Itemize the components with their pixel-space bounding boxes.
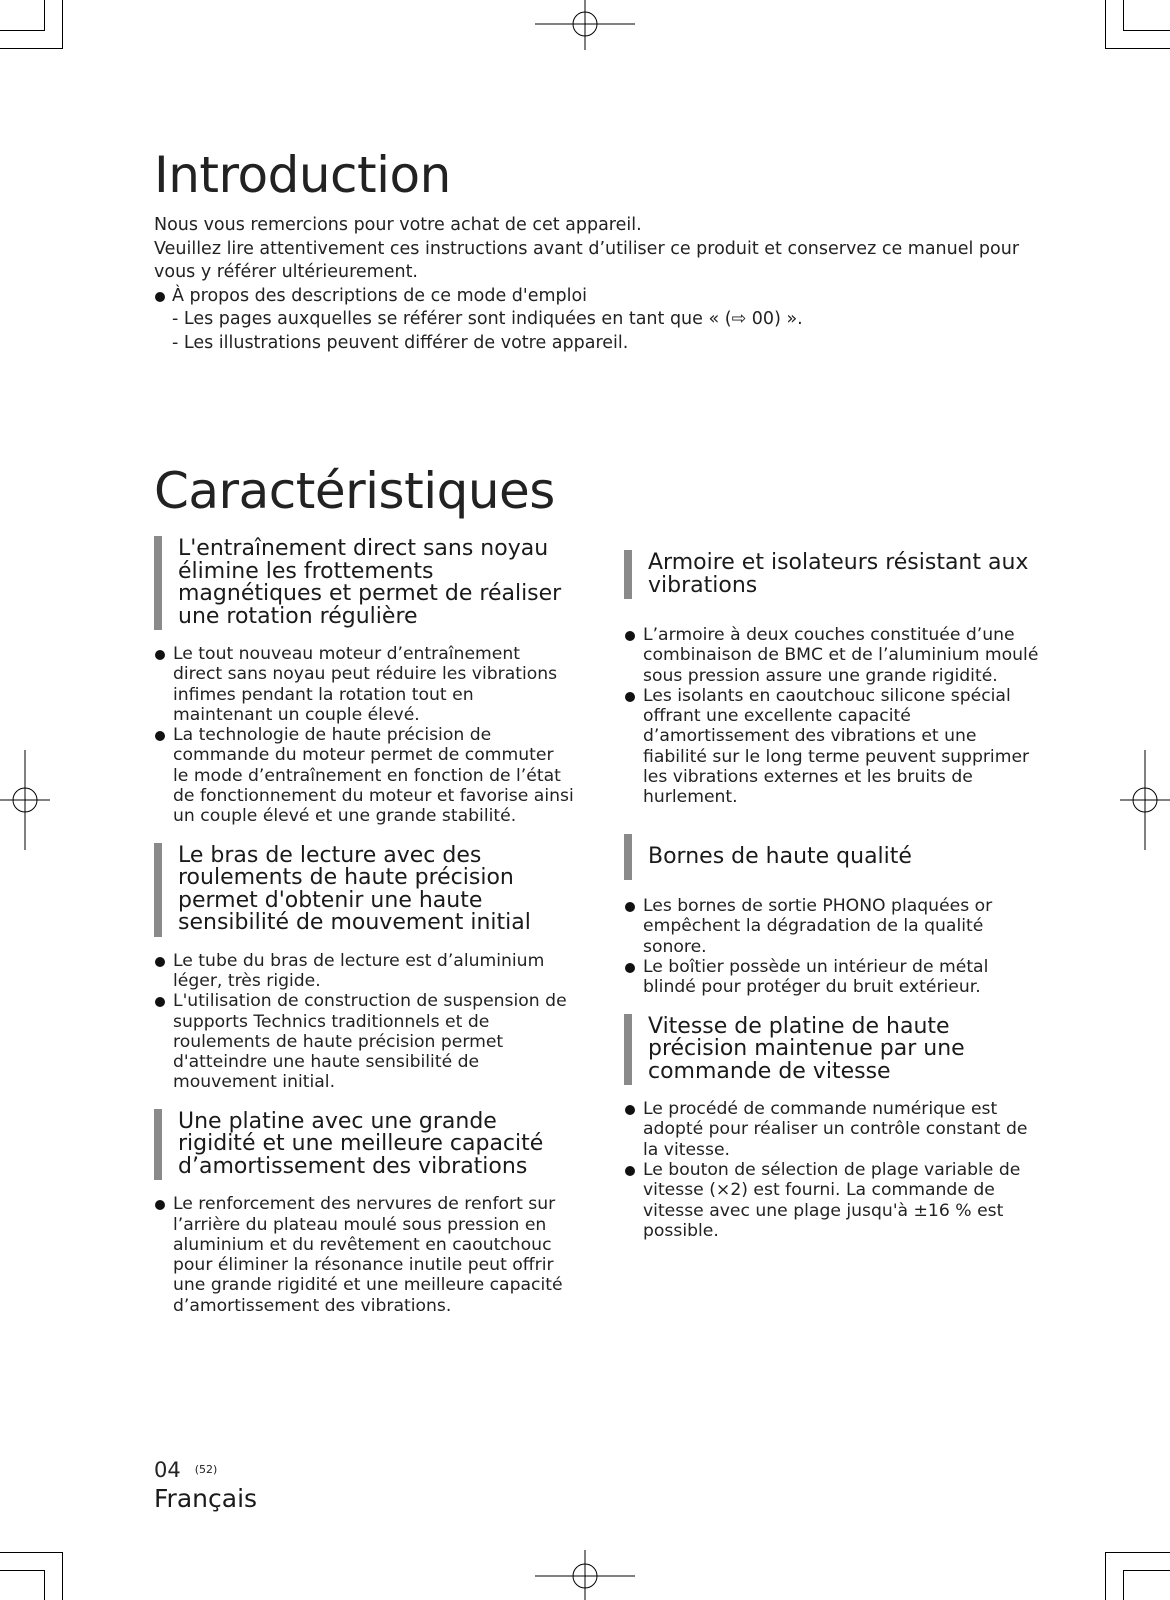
feature-section-title: Le bras de lecture avec des roulements de haute précision permet d'obtenir une haute sensibilité de mouvement initial	[154, 845, 574, 935]
feature-bullet: La technologie de haute précision de commande du moteur permet de commuter le mode d’entraînement en fonction de l’état de fonctionnement du moteur et favorise ainsi un couple élevé et une grande stabilité.	[154, 725, 574, 826]
feature-bullet-list	[154, 951, 574, 1093]
page-number	[154, 1458, 217, 1482]
intro-text	[154, 214, 1034, 355]
feature-section-title: L'entraînement direct sans noyau élimine les frottements magnétiques et permet de réaliser une rotation régulière	[154, 538, 574, 628]
feature-bullet: Les isolants en caoutchouc silicone spécial offrant une excellente capacité d’amortissement des vibrations et une fiabilité sur le long terme peuvent supprimer les vibrations externes et les bruits de hurlement.	[624, 686, 1044, 808]
intro-title: Introduction	[154, 146, 451, 204]
feature-bullet: Les bornes de sortie PHONO plaquées or empêchent la dégradation de la qualité sonore.	[624, 896, 1044, 957]
language-label: Français	[154, 1484, 258, 1513]
features-right-column	[624, 538, 1044, 1241]
intro-line: Nous vous remercions pour votre achat de cet appareil.	[154, 215, 642, 235]
feature-section-title: Armoire et isolateurs résistant aux vibrations	[624, 552, 1044, 597]
feature-bullet: Le tout nouveau moteur d’entraînement direct sans noyau peut réduire les vibrations infimes pendant la rotation tout en maintenant un couple élevé.	[154, 644, 574, 725]
intro-line: Veuillez lire attentivement ces instructions avant d’utiliser ce produit et conservez ce manuel pour vous y référer ultérieurement.	[154, 238, 1020, 282]
feature-bullet: Le bouton de sélection de plage variable de vitesse (×2) est fourni. La commande de vitesse avec une plage jusqu'à ±16 % est possible.	[624, 1160, 1044, 1241]
feature-bullet: Le procédé de commande numérique est adopté pour réaliser un contrôle constant de la vitesse.	[624, 1099, 1044, 1160]
feature-bullet-list	[154, 1194, 574, 1316]
feature-section	[624, 538, 1044, 808]
feature-bullet: Le renforcement des nervures de renfort sur l’arrière du plateau moulé sous pression en aluminium et du revêtement en caoutchouc pour éliminer la résonance inutile peut offrir une grande rigidité et une meilleure capacité d’amortissement des vibrations.	[154, 1194, 574, 1316]
feature-bullet: L’armoire à deux couches constituée d’une combinaison de BMC et de l’aluminium moulé sous pression assure une grande rigidité.	[624, 625, 1044, 686]
feature-section-title: Vitesse de platine de haute précision maintenue par une commande de vitesse	[624, 1016, 1044, 1084]
feature-section	[154, 842, 574, 1093]
features-title: Caractéristiques	[154, 462, 555, 520]
feature-bullet: Le tube du bras de lecture est d’aluminium léger, très rigide.	[154, 951, 574, 992]
feature-bullet: L'utilisation de construction de suspension de supports Technics traditionnels et de roulements de haute précision permet d'atteindre une haute sensibilité de mouvement initial.	[154, 991, 574, 1092]
page-reference: (52)	[194, 1463, 218, 1476]
registration-mark-right	[1120, 750, 1170, 850]
intro-sub-item: - Les illustrations peuvent différer de votre appareil.	[172, 332, 629, 353]
registration-mark-bottom	[535, 1550, 635, 1600]
registration-mark-top	[535, 0, 635, 50]
intro-bullet: À propos des descriptions de ce mode d'emploi	[154, 285, 1034, 309]
feature-section	[624, 836, 1044, 998]
feature-bullet-list	[624, 1099, 1044, 1241]
page-number-value: 04	[154, 1458, 181, 1482]
feature-bullet: Le boîtier possède un intérieur de métal blindé pour protéger du bruit extérieur.	[624, 957, 1044, 998]
feature-bullet-list	[154, 644, 574, 827]
feature-bullet-list	[624, 896, 1044, 997]
feature-section	[154, 1108, 574, 1316]
feature-bullet-list	[624, 625, 1044, 808]
feature-section-title: Bornes de haute qualité	[624, 836, 1044, 879]
feature-section	[624, 1013, 1044, 1242]
intro-sub-item: - Les pages auxquelles se référer sont indiquées en tant que « (⇨ 00) ».	[172, 309, 803, 329]
feature-section	[154, 538, 574, 827]
registration-mark-left	[0, 750, 50, 850]
feature-section-title: Une platine avec une grande rigidité et une meilleure capacité d’amortissement des vibrations	[154, 1111, 574, 1179]
features-left-column	[154, 538, 574, 1316]
